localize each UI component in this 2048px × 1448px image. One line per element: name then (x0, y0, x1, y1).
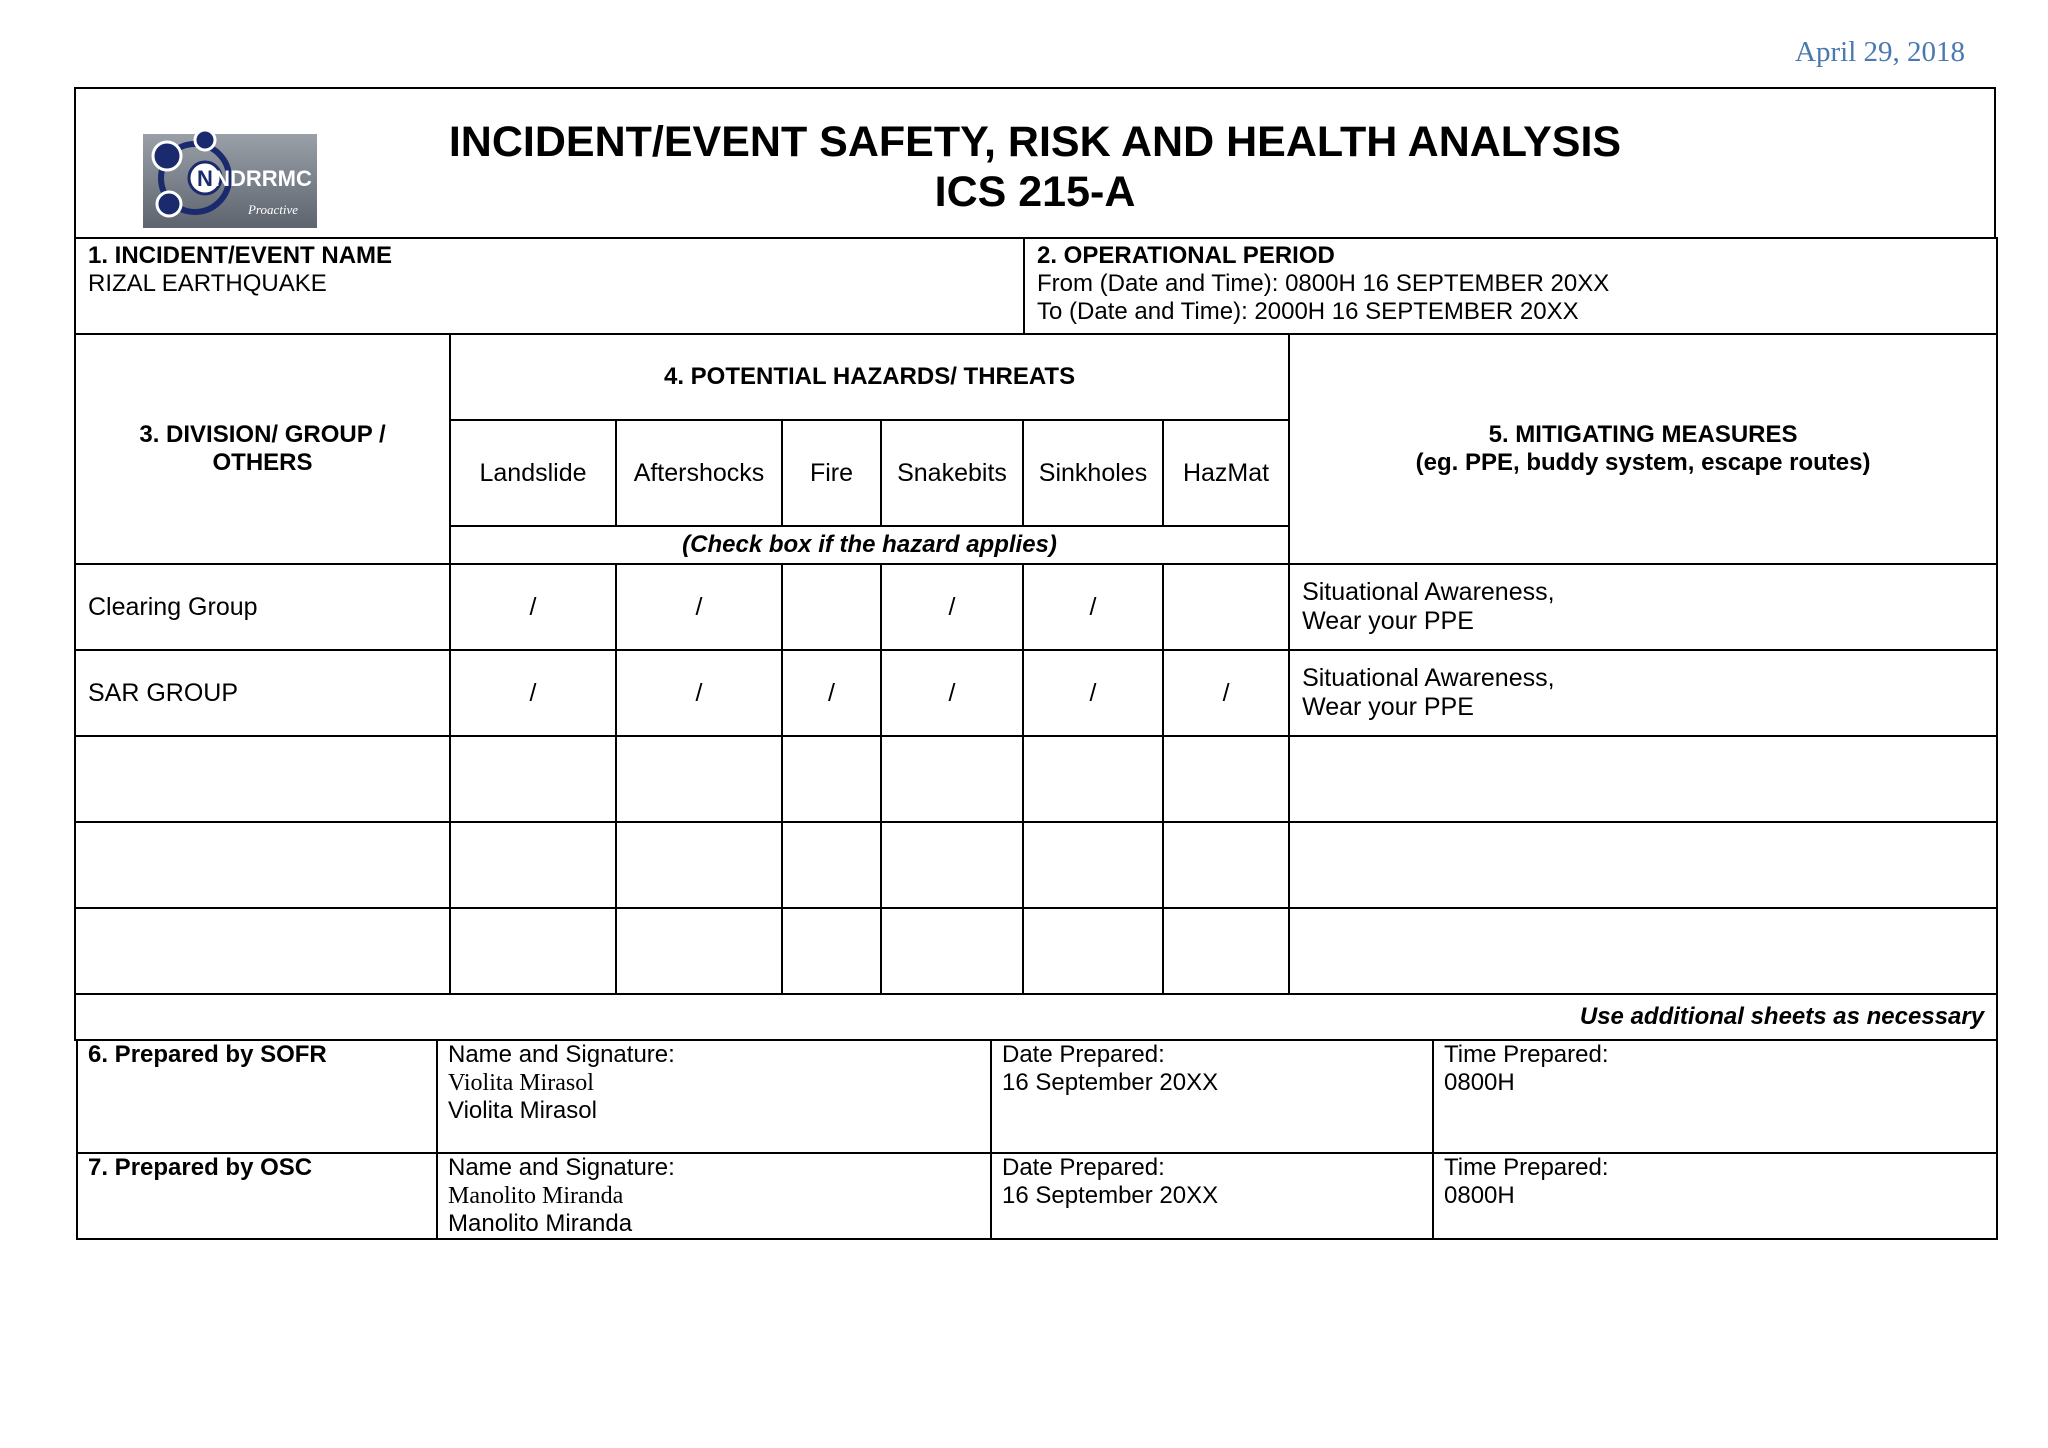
division-group-header: 3. DIVISION/ GROUP / OTHERS (75, 334, 450, 564)
row-group[interactable] (75, 908, 450, 994)
hazard-fire: Fire (782, 420, 881, 526)
row-mark[interactable] (1163, 736, 1289, 822)
row-mark[interactable]: / (782, 650, 881, 736)
hazard-snakebits: Snakebits (881, 420, 1023, 526)
row-group: SAR GROUP (75, 650, 450, 736)
prepared-osc-name-cell[interactable]: Name and Signature: Manolito Miranda Manolito Miranda (437, 1153, 991, 1239)
prepared-osc-label: 7. Prepared by OSC (77, 1153, 437, 1239)
logo-text: NDRRMC (214, 166, 312, 191)
form-title (376, 117, 1694, 217)
row-mark[interactable] (450, 736, 616, 822)
prepared-osc-time-cell[interactable]: Time Prepared: 0800H (1433, 1153, 1997, 1239)
row-mark[interactable]: / (1023, 650, 1163, 736)
prepared-row-sofr (77, 1040, 1997, 1153)
row-mark[interactable] (881, 736, 1023, 822)
row-mark[interactable]: / (1163, 650, 1289, 736)
row-mark[interactable] (1163, 908, 1289, 994)
row-mitigation[interactable] (1289, 822, 1997, 908)
form-header (74, 87, 1996, 239)
row-mitigation: Situational Awareness, Wear your PPE (1289, 564, 1997, 650)
row-mitigation[interactable] (1289, 908, 1997, 994)
prepared-sofr-time-cell[interactable]: Time Prepared: 0800H (1433, 1040, 1997, 1153)
incident-name-label: 1. INCIDENT/EVENT NAME (88, 242, 393, 269)
row-mark[interactable] (1023, 822, 1163, 908)
signature: Manolito Miranda (448, 1183, 624, 1209)
row-mark[interactable]: / (881, 564, 1023, 650)
hazard-landslide: Landslide (450, 420, 616, 526)
operational-period-from: From (Date and Time): 0800H 16 SEPTEMBER 20XX (1037, 270, 1610, 297)
form-title-line2: ICS 215-A (934, 168, 1136, 216)
prepared-sofr-name-cell[interactable]: Name and Signature: Violita Mirasol Violita Mirasol (437, 1040, 991, 1153)
hazard-hazmat: HazMat (1163, 420, 1289, 526)
row-mitigation: Situational Awareness, Wear your PPE (1289, 650, 1997, 736)
printed-name: Manolito Miranda (448, 1210, 633, 1237)
check-note: (Check box if the hazard applies) (450, 526, 1289, 564)
row-mark[interactable]: / (1023, 564, 1163, 650)
row-group: Clearing Group (75, 564, 450, 650)
row-mark[interactable] (616, 822, 782, 908)
hazards-table (74, 333, 1998, 1041)
operational-period-to: To (Date and Time): 2000H 16 SEPTEMBER 20XX (1037, 298, 1579, 325)
row-mark[interactable] (616, 908, 782, 994)
incident-info-table (74, 237, 1998, 335)
row-mark[interactable] (450, 908, 616, 994)
prepared-sofr-date-cell[interactable]: Date Prepared: 16 September 20XX (991, 1040, 1433, 1153)
row-mark[interactable] (1163, 564, 1289, 650)
svg-text:N: N (197, 166, 213, 191)
row-mark[interactable] (782, 564, 881, 650)
form-title-line1: INCIDENT/EVENT SAFETY, RISK AND HEALTH ANALYSIS (448, 118, 1622, 166)
row-mark[interactable] (450, 822, 616, 908)
row-mark[interactable] (1023, 908, 1163, 994)
hazard-aftershocks: Aftershocks (616, 420, 782, 526)
row-mark[interactable] (782, 822, 881, 908)
table-row (75, 650, 1997, 736)
row-mark[interactable]: / (616, 564, 782, 650)
mitigating-header (1289, 334, 1997, 564)
prepared-osc-date-cell[interactable]: Date Prepared: 16 September 20XX (991, 1153, 1433, 1239)
hazards-header: 4. POTENTIAL HAZARDS/ THREATS (450, 334, 1289, 420)
row-mark[interactable]: / (616, 650, 782, 736)
row-mark[interactable] (1023, 736, 1163, 822)
document-date: April 29, 2018 (1795, 36, 1965, 68)
prepared-by-table (76, 1039, 1998, 1240)
mitigating-header-line2: (eg. PPE, buddy system, escape routes) (1415, 449, 1871, 476)
row-group[interactable] (75, 736, 450, 822)
row-mark[interactable] (881, 822, 1023, 908)
table-row (75, 908, 1997, 994)
row-mark[interactable]: / (450, 650, 616, 736)
additional-sheets-note: Use additional sheets as necessary (75, 994, 1997, 1040)
printed-name: Violita Mirasol (448, 1097, 597, 1124)
row-group[interactable] (75, 822, 450, 908)
incident-name-value: RIZAL EARTHQUAKE (88, 270, 327, 297)
ics-215a-form (74, 87, 1996, 1240)
row-mark[interactable]: / (881, 650, 1023, 736)
ndrrmc-logo (143, 126, 317, 228)
incident-name-cell (75, 238, 1024, 334)
row-mark[interactable] (782, 736, 881, 822)
mitigating-header-line1: 5. MITIGATING MEASURES (1488, 421, 1798, 448)
prepared-sofr-label: 6. Prepared by SOFR (77, 1040, 437, 1153)
prepared-row-osc (77, 1153, 1997, 1239)
operational-period-cell (1024, 238, 1997, 334)
row-mark[interactable] (616, 736, 782, 822)
row-mark[interactable] (1163, 822, 1289, 908)
row-mark[interactable]: / (450, 564, 616, 650)
table-row (75, 736, 1997, 822)
row-mark[interactable] (782, 908, 881, 994)
operational-period-label: 2. OPERATIONAL PERIOD (1037, 242, 1335, 269)
row-mark[interactable] (881, 908, 1023, 994)
table-row (75, 822, 1997, 908)
hazard-sinkholes: Sinkholes (1023, 420, 1163, 526)
logo-tagline: Proactive (247, 202, 299, 217)
table-row (75, 564, 1997, 650)
row-mitigation[interactable] (1289, 736, 1997, 822)
signature: Violita Mirasol (448, 1070, 594, 1096)
